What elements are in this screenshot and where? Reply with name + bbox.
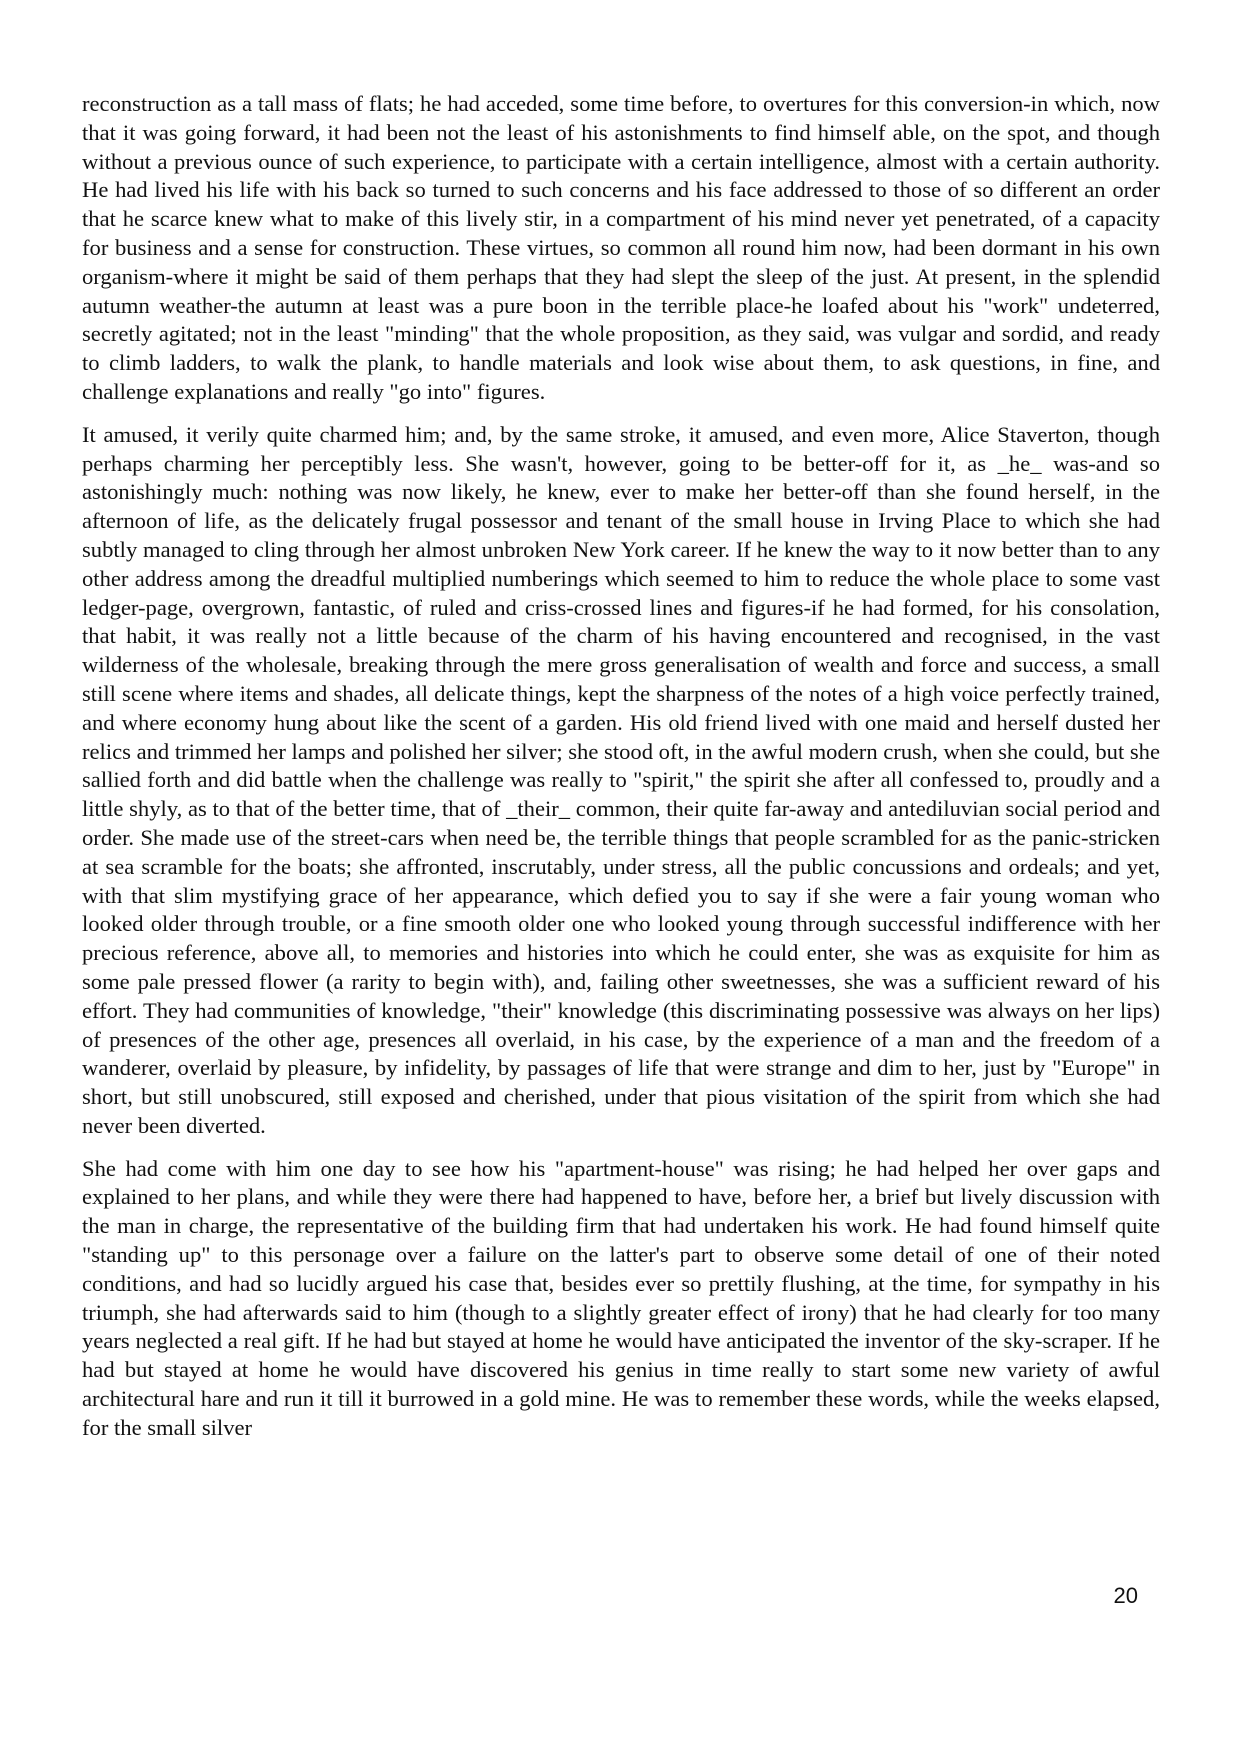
paragraph-2: It amused, it verily quite charmed him; and, by the same stroke, it amused, and even more, Alice Staverton, though perhaps charming her perceptibly less. She wasn't, however, going to be better-off for it, as _he_ was-and so astonishingly much: nothing was now likely, he knew, ever to make her better-off than she found herself, in the afternoon of life, as the delicately frugal possessor and tenant of the small house in Irving Place to which she had subtly managed to cling through her almost unbroken New York career. If he knew the way to it now better than to any other address among the dreadful multiplied numberings which seemed to him to reduce the whole place to some vast ledger-page, overgrown, fantastic, of ruled and criss-crossed lines and figures-if he had formed, for his consolation, that habit, it was really not a little because of the charm of his having encountered and recognised, in the vast wilderness of the wholesale, breaking through the mere gross generalisation of wealth and force and success, a small still scene where items and shades, all delicate things, kept the sharpness of the notes of a high voice perfectly trained, and where economy hung about like the scent of a garden. His old friend lived with one maid and herself dusted her relics and trimmed her lamps and polished her silver; she stood oft, in the awful modern crush, when she could, but she sallied forth and did battle when the challenge was really to "spirit," the spirit she after all confessed to, proudly and a little shyly, as to that of the better time, that of _their_ common, their quite far-away and antediluvian social period and order. She made use of the street-cars when need be, the terrible things that people scrambled for as the panic-stricken at sea scramble for the boats; she affronted, inscrutably, under stress, all the public concussions and ordeals; and yet, with that slim mystifying grace of her appearance, which defied you to say if she were a fair young woman who looked older through trouble, or a fine smooth older one who looked young through successful indifference with her precious reference, above all, to memories and histories into which he could enter, she was as exquisite for him as some pale pressed flower (a rarity to begin with), and, failing other sweetnesses, she was a sufficient reward of his effort. They had communities of knowledge, "their" knowledge (this discriminating possessive was always on her lips) of presences of the other age, presences all overlaid, in his case, by the experience of a man and the freedom of a wanderer, overlaid by pleasure, by infidelity, by passages of life that were strange and dim to her, just by "Europe" in short, but still unobscured, still exposed and cherished, under that pious visitation of the spirit from which she had never been diverted. [82,421,1160,1138]
paragraph-1: reconstruction as a tall mass of flats; he had acceded, some time before, to overtures for this conversion-in which, now that it was going forward, it had been not the least of his astonishments to find himself able, on the spot, and though without a previous ounce of such experience, to participate with a certain intelligence, almost with a certain authority. He had lived his life with his back so turned to such concerns and his face addressed to those of so different an order that he scarce knew what to make of this lively stir, in a compartment of his mind never yet penetrated, of a capacity for business and a sense for construction. These virtues, so common all round him now, had been dormant in his own organism-where it might be said of them perhaps that they had slept the sleep of the just. At present, in the splendid autumn weather-the autumn at least was a pure boon in the terrible place-he loafed about his "work" undeterred, secretly agitated; not in the least "minding" that the whole proposition, as they said, was vulgar and sordid, and ready to climb ladders, to walk the plank, to handle materials and look wise about them, to ask questions, in fine, and challenge explanations and really "go into" figures. [82,91,1160,404]
body-text [82,90,1160,1457]
page-number: 20 [1113,1583,1138,1608]
paragraph-3: She had come with him one day to see how his "apartment-house" was rising; he had helped her over gaps and explained to her plans, and while they were there had happened to have, before her, a brief but lively discussion with the man in charge, the representative of the building firm that had undertaken his work. He had found himself quite "standing up" to this personage over a failure on the latter's part to observe some detail of one of their noted conditions, and had so lucidly argued his case that, besides ever so prettily flushing, at the time, for sympathy in his triumph, she had afterwards said to him (though to a slightly greater effect of irony) that he had clearly for too many years neglected a real gift. If he had but stayed at home he would have anticipated the inventor of the sky-scraper. If he had but stayed at home he would have discovered his genius in time really to start some new variety of awful architectural hare and run it till it burrowed in a gold mine. He was to remember these words, while the weeks elapsed, for the small silver [82,1155,1160,1440]
